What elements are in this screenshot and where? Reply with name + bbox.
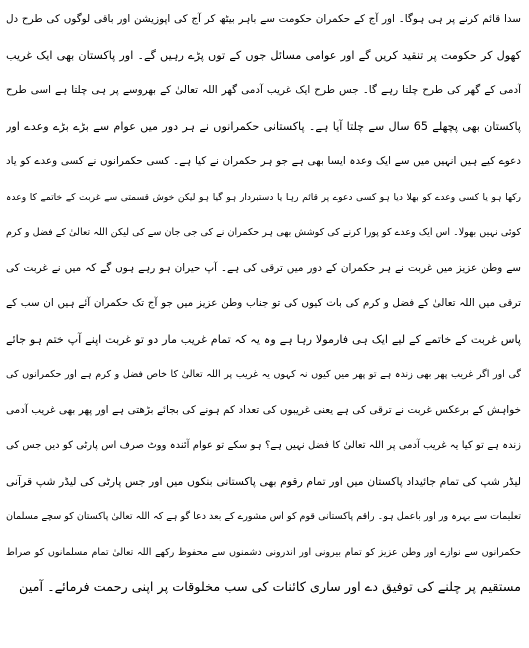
article-line: پاس غربت کے خاتمے کے لیے ایک ہی فارمولا رہا ہے وہ یہ کہ تمام غریب مار دو تو غربت اپنے آپ ختم ہو جائے: [6, 332, 521, 346]
article-line: سدا قائم کرنے پر ہی ہوگا۔ اور آج کے حکمران حکومت سے باہر بیٹھ کر آج کی اپوزیشن اور باقی لوگوں کی طرح دل: [6, 13, 521, 25]
article-line: لیڈر شپ کی تمام جائیداد پاکستان میں اور تمام رقوم بھی پاکستانی بنکوں میں اور جس پارٹی کی لیڈر شپ قرآنی: [6, 474, 521, 488]
article-line: خواہش کے برعکس غربت نے ترقی کی ہے یعنی غریبوں کی تعداد کم ہونے کی بجائے بڑھتی ہے اور پھر بھی غریب آدمی: [6, 403, 521, 416]
article-line: دعوے کیے ہیں انہیں میں سے ایک وعدہ ایسا بھی ہے جو ہر حکمران نے کیا ہے۔ کسی حکمرانوں نے کسی وعدے کو یاد: [6, 155, 521, 167]
article-line: رکھا ہو یا کسی وعدے کو بھلا دیا ہو کسی دعوے پر قائم رہا یا دستبردار ہو گیا ہو لیکن خوش قسمتی سے غربت کے خاتمے کا وعدہ: [6, 191, 521, 203]
article-line: تعلیمات سے بہرہ ور اور باعمل ہو۔ راقم پاکستانی قوم کو اس مشورے کے بعد دعا گو ہے کہ اللہ تعالیٰ پاکستان کو سچے مسلمان: [6, 511, 521, 522]
article-line: سے وطن عزیز میں غربت نے ہر حکمران کے دور میں ترقی کی ہے۔ آپ حیران ہو رہے ہوں گے کہ میں نے غربت کی: [6, 261, 521, 274]
article-line: پاکستان بھی پچھلے 65 سال سے چلتا آیا ہے۔ پاکستانی حکمرانوں نے ہر دور میں عوام سے بڑے بڑے وعدے اور: [6, 119, 521, 133]
article-line: کھول کر حکومت پر تنقید کریں گے اور عوامی مسائل جوں کے توں پڑے رہیں گے۔ اور پاکستان بھی ایک غریب: [6, 48, 521, 62]
article-line: کوئی نہیں بھولا۔ اس ایک وعدے کو پورا کرنے کی کوشش بھی ہر حکمران نے کی جی جان سے کی لیکن اللہ تعالیٰ کے فضل و کرم: [6, 227, 521, 238]
article-line: آدمی کے گھر کی طرح چلتا رہے گا۔ جس طرح ایک غریب آدمی گھر اللہ تعالیٰ کے بھروسے پر ہی چلتا ہے اسی طرح: [6, 84, 521, 96]
article-line: ترقی میں اللہ تعالیٰ کے فضل و کرم کی بات کیوں کی تو جناب وطن عزیز میں جو آج تک حکمران آئے ہیں ان سب کے: [6, 297, 521, 309]
article-line: حکمرانوں سے نوازے اور وطن عزیز کو تمام بیرونی اور اندرونی دشمنوں سے محفوظ رکھے اللہ تعالیٰ تمام مسلمانوں کو صراط: [6, 546, 521, 558]
article-line: مستقیم پر چلنے کی توفیق دے اور ساری کائنات کی سب مخلوقات پر اپنی رحمت فرمائے۔ آمین: [19, 580, 521, 595]
article-line: گی اور اگر غریب پھر بھی زندہ ہے تو پھر میں کیوں نہ کہوں یہ غریب پر اللہ تعالیٰ کا خاص فضل و کرم ہے اور حکمرانوں کی: [6, 369, 521, 380]
article-line: زندہ ہے تو کیا یہ غریب آدمی پر اللہ تعالیٰ کا فضل نہیں ہے؟ ہو سکے تو عوام آئندہ ووٹ صرف اس پارٹی کو دیں جس کی: [6, 440, 521, 451]
